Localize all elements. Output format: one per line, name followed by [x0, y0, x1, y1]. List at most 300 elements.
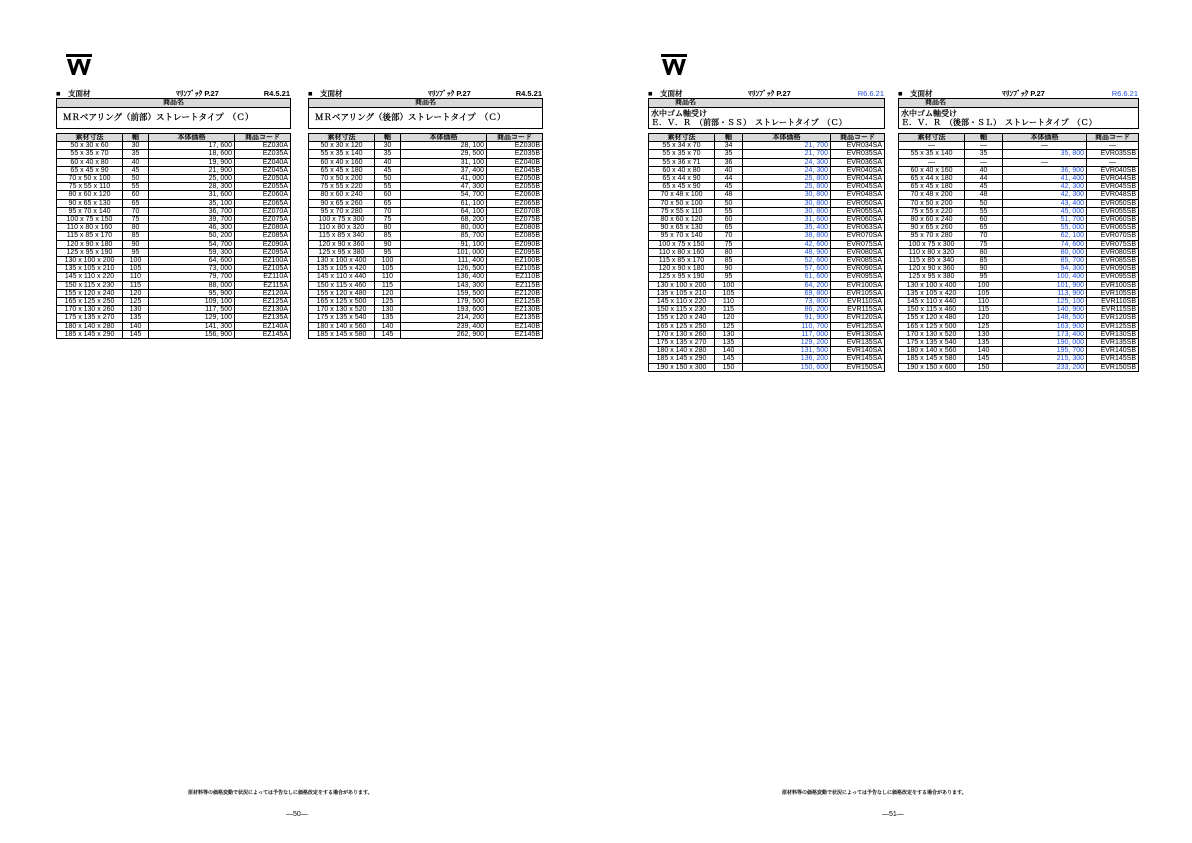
cell-code: EZ070B	[487, 207, 543, 215]
table-row	[309, 142, 543, 150]
cell-size: 70 x 50 x 200	[899, 199, 965, 207]
table-row	[57, 142, 291, 150]
cell-code: EZ130B	[487, 306, 543, 314]
table-row	[899, 355, 1139, 363]
cell-size: 80 x 60 x 240	[309, 191, 375, 199]
cell-code: EZ090A	[235, 240, 291, 248]
cell-code: EVR095SA	[831, 273, 885, 281]
cell-price: 21, 700	[743, 142, 831, 150]
cell-shaft: 80	[965, 248, 1003, 256]
cell-shaft: 95	[715, 273, 743, 281]
cell-shaft: 80	[123, 224, 149, 232]
table-row	[649, 232, 885, 240]
cell-shaft: 35	[715, 150, 743, 158]
cell-shaft: 50	[123, 175, 149, 183]
table-row	[649, 347, 885, 355]
table-row	[649, 322, 885, 330]
cell-price: 54, 700	[149, 240, 235, 248]
category-label: ■ 支面材	[308, 89, 343, 98]
table-row	[57, 330, 291, 338]
cell-size: 55 x 35 x 140	[899, 150, 965, 158]
cell-size: 135 x 105 x 420	[309, 265, 375, 273]
cell-price: 80, 000	[1003, 248, 1087, 256]
table-row	[309, 224, 543, 232]
cell-price: —	[1003, 158, 1087, 166]
cell-price: 31, 600	[743, 216, 831, 224]
table-row	[899, 216, 1139, 224]
table-row	[57, 175, 291, 183]
cell-price: 38, 800	[743, 232, 831, 240]
cell-shaft: 120	[375, 289, 401, 297]
cell-code: EVR080SA	[831, 248, 885, 256]
cell-price: 113, 900	[1003, 289, 1087, 297]
cell-code: EVR045SA	[831, 183, 885, 191]
table-row	[649, 281, 885, 289]
cell-code: EVR150SA	[831, 363, 885, 371]
cell-size: 65 x 45 x 90	[649, 183, 715, 191]
cell-price: 25, 800	[743, 183, 831, 191]
cell-price: 85, 700	[1003, 257, 1087, 265]
cell-size: 125 x 95 x 380	[309, 248, 375, 256]
table-row	[57, 298, 291, 306]
cell-size: 55 x 35 x 70	[57, 150, 123, 158]
table-row	[899, 363, 1139, 371]
cell-size: 65 x 45 x 90	[57, 166, 123, 174]
cell-shaft: 34	[715, 142, 743, 150]
cell-shaft: 145	[375, 330, 401, 338]
cell-price: 117, 500	[149, 306, 235, 314]
table-row	[649, 158, 885, 166]
cell-shaft: 75	[375, 216, 401, 224]
cell-size: 120 x 90 x 360	[309, 240, 375, 248]
cell-size: 95 x 70 x 140	[57, 207, 123, 215]
table-row	[309, 150, 543, 158]
cell-price: 111, 400	[401, 257, 487, 265]
cell-shaft: 45	[965, 183, 1003, 191]
table-row	[309, 191, 543, 199]
category-label: ■ 支面材	[898, 89, 933, 98]
col-shaft: 軸	[375, 134, 401, 142]
table-row	[649, 166, 885, 174]
cell-size: 70 x 50 x 100	[649, 199, 715, 207]
cell-size: 65 x 44 x 180	[899, 175, 965, 183]
cell-size: 130 x 100 x 200	[57, 257, 123, 265]
table-row	[899, 298, 1139, 306]
table-row	[899, 322, 1139, 330]
cell-code: EVR140SA	[831, 347, 885, 355]
cell-shaft: 50	[715, 199, 743, 207]
product-name-line1: 水中ゴム軸受け	[651, 109, 707, 118]
table-row	[57, 289, 291, 297]
price-table	[56, 98, 291, 339]
table-row	[649, 248, 885, 256]
cell-shaft: 70	[375, 207, 401, 215]
cell-size: 175 x 135 x 270	[57, 314, 123, 322]
cell-code: EVR036SA	[831, 158, 885, 166]
table-row	[649, 216, 885, 224]
product-table-evr-rear	[898, 89, 1138, 372]
cell-size: 115 x 85 x 340	[309, 232, 375, 240]
cell-code: EVR044SB	[1087, 175, 1139, 183]
cell-price: 74, 600	[1003, 240, 1087, 248]
cell-price: 36, 700	[149, 207, 235, 215]
cell-shaft: 145	[715, 355, 743, 363]
cell-price: 129, 200	[743, 339, 831, 347]
col-price: 本体価格	[401, 134, 487, 142]
table-row	[57, 314, 291, 322]
cell-price: 31, 600	[149, 191, 235, 199]
cell-price: 214, 200	[401, 314, 487, 322]
cell-size: 170 x 130 x 520	[309, 306, 375, 314]
cell-price: 190, 000	[1003, 339, 1087, 347]
cell-price: 19, 900	[149, 158, 235, 166]
cell-code: EZ095A	[235, 248, 291, 256]
cell-price: 95, 900	[149, 289, 235, 297]
cell-price: 131, 500	[743, 347, 831, 355]
cell-size: 180 x 140 x 560	[899, 347, 965, 355]
cell-size: 100 x 75 x 150	[649, 240, 715, 248]
product-name-line2: Ｅ．Ｖ．Ｒ （後部・ＳＬ） ストレートタイプ （Ｃ）	[901, 118, 1097, 127]
cell-price: 239, 400	[401, 322, 487, 330]
cell-size: 100 x 75 x 300	[899, 240, 965, 248]
cell-size: 155 x 120 x 480	[309, 289, 375, 297]
cell-size: 95 x 70 x 280	[309, 207, 375, 215]
cell-shaft: 30	[375, 142, 401, 150]
cell-size: 125 x 95 x 190	[649, 273, 715, 281]
cell-size: 70 x 48 x 200	[899, 191, 965, 199]
cell-size: 60 x 40 x 160	[309, 158, 375, 166]
cell-shaft: 75	[715, 240, 743, 248]
cell-size: 55 x 35 x 70	[649, 150, 715, 158]
table-row	[309, 199, 543, 207]
product-name-line2: Ｅ．Ｖ．Ｒ （前部・ＳＳ） ストレートタイプ （Ｃ）	[651, 118, 847, 127]
cell-size: 80 x 60 x 240	[899, 216, 965, 224]
page-number: —50—	[286, 811, 308, 818]
cell-size: 145 x 110 x 440	[899, 298, 965, 306]
cell-price: 68, 200	[401, 216, 487, 224]
cell-shaft: 125	[123, 298, 149, 306]
table-row	[57, 183, 291, 191]
cell-price: 143, 300	[401, 281, 487, 289]
cell-shaft: 145	[965, 355, 1003, 363]
column-headers	[57, 134, 291, 142]
cell-price: —	[1003, 142, 1087, 150]
cell-code: EZ055A	[235, 183, 291, 191]
cell-size: 180 x 140 x 280	[649, 347, 715, 355]
cell-price: 30, 800	[743, 191, 831, 199]
cell-code: EZ145B	[487, 330, 543, 338]
table-row	[649, 142, 885, 150]
table-row	[649, 224, 885, 232]
cell-size: 120 x 90 x 360	[899, 265, 965, 273]
table-row	[899, 240, 1139, 248]
cell-shaft: 95	[375, 248, 401, 256]
price-change-notice: 原材料等の価格変動で状況によっては予告なしに価格改定をする場合があります。	[782, 790, 967, 796]
cell-shaft: —	[965, 158, 1003, 166]
cell-price: 61, 100	[401, 199, 487, 207]
cell-size: 70 x 50 x 100	[57, 175, 123, 183]
column-headers	[649, 134, 885, 142]
cell-shaft: 30	[123, 142, 149, 150]
cell-size: 110 x 80 x 160	[649, 248, 715, 256]
col-price: 本体価格	[1003, 134, 1087, 142]
table-row	[649, 240, 885, 248]
table-row	[309, 216, 543, 224]
cell-price: 61, 600	[743, 273, 831, 281]
table-header-line	[308, 89, 542, 98]
cell-code: EZ125A	[235, 298, 291, 306]
cell-size: 55 x 34 x 70	[649, 142, 715, 150]
table-row	[309, 289, 543, 297]
product-name-header: 商品名	[57, 99, 291, 108]
cell-shaft: 95	[123, 248, 149, 256]
cell-size: 115 x 85 x 170	[649, 257, 715, 265]
table-row	[649, 150, 885, 158]
cell-shaft: 125	[715, 322, 743, 330]
cell-code: EVR100SB	[1087, 281, 1139, 289]
cell-code: EVR105SB	[1087, 289, 1139, 297]
cell-code: EVR035SB	[1087, 150, 1139, 158]
cell-size: 60 x 40 x 80	[649, 166, 715, 174]
table-row	[899, 330, 1139, 338]
cell-code: EVR048SB	[1087, 191, 1139, 199]
cell-size: 65 x 45 x 180	[899, 183, 965, 191]
cell-shaft: 55	[375, 183, 401, 191]
cell-code: EVR105SA	[831, 289, 885, 297]
cell-code: EVR060SB	[1087, 216, 1139, 224]
cell-code: EZ050B	[487, 175, 543, 183]
table-header-line	[56, 89, 290, 98]
cell-size: 130 x 100 x 200	[649, 281, 715, 289]
cell-price: 125, 100	[1003, 298, 1087, 306]
cell-size: 190 x 150 x 300	[649, 363, 715, 371]
cell-size: 135 x 105 x 420	[899, 289, 965, 297]
cell-shaft: 65	[375, 199, 401, 207]
cell-code: EZ065B	[487, 199, 543, 207]
cell-price: 136, 400	[401, 273, 487, 281]
cell-code: EZ085B	[487, 232, 543, 240]
cell-size: 145 x 110 x 220	[57, 273, 123, 281]
cell-size: 185 x 145 x 290	[649, 355, 715, 363]
cell-price: 62, 100	[1003, 232, 1087, 240]
cell-code: EZ040B	[487, 158, 543, 166]
cell-price: 39, 700	[149, 216, 235, 224]
cell-price: 109, 100	[149, 298, 235, 306]
cell-code: EVR135SA	[831, 339, 885, 347]
cell-price: 88, 000	[149, 281, 235, 289]
cell-price: 195, 700	[1003, 347, 1087, 355]
table-row	[899, 158, 1139, 166]
cell-shaft: 75	[123, 216, 149, 224]
table-row	[309, 158, 543, 166]
cell-code: EVR050SA	[831, 199, 885, 207]
cell-price: 46, 300	[149, 224, 235, 232]
table-row	[309, 166, 543, 174]
cell-size: 110 x 80 x 320	[899, 248, 965, 256]
cell-shaft: 55	[965, 207, 1003, 215]
cell-price: 55, 000	[1003, 224, 1087, 232]
price-table	[648, 98, 885, 372]
cell-size: 125 x 95 x 380	[899, 273, 965, 281]
cell-price: 85, 700	[401, 232, 487, 240]
cell-size: —	[899, 142, 965, 150]
page-number: —51—	[882, 811, 904, 818]
cell-price: 42, 300	[1003, 183, 1087, 191]
cell-shaft: 100	[965, 281, 1003, 289]
cell-code: EZ095B	[487, 248, 543, 256]
cell-price: 179, 500	[401, 298, 487, 306]
cell-price: 117, 000	[743, 330, 831, 338]
table-row	[309, 207, 543, 215]
table-row	[309, 265, 543, 273]
table-row	[899, 281, 1139, 289]
table-row	[649, 363, 885, 371]
table-row	[899, 150, 1139, 158]
product-name-header: 商品名	[649, 99, 885, 108]
table-row	[649, 257, 885, 265]
cell-price: 126, 500	[401, 265, 487, 273]
table-row	[309, 175, 543, 183]
cell-code: EZ090B	[487, 240, 543, 248]
cell-price: 28, 300	[149, 183, 235, 191]
cell-code: EVR050SB	[1087, 199, 1139, 207]
cell-shaft: 85	[123, 232, 149, 240]
cell-shaft: 70	[965, 232, 1003, 240]
cell-price: 136, 200	[743, 355, 831, 363]
cell-size: 55 x 35 x 140	[309, 150, 375, 158]
cell-size: 110 x 80 x 320	[309, 224, 375, 232]
cell-shaft: 55	[715, 207, 743, 215]
cell-shaft: 35	[965, 150, 1003, 158]
product-table-rear	[308, 89, 542, 339]
cell-price: 41, 000	[401, 175, 487, 183]
cell-size: 190 x 150 x 600	[899, 363, 965, 371]
table-row	[649, 306, 885, 314]
table-row	[57, 257, 291, 265]
cell-shaft: 90	[123, 240, 149, 248]
cell-price: 24, 300	[743, 158, 831, 166]
cell-shaft: 85	[965, 257, 1003, 265]
cell-size: 165 x 125 x 500	[309, 298, 375, 306]
cell-shaft: 70	[715, 232, 743, 240]
cell-price: 86, 200	[743, 306, 831, 314]
col-price: 本体価格	[149, 134, 235, 142]
cell-size: 150 x 115 x 230	[649, 306, 715, 314]
cell-code: EVR135SB	[1087, 339, 1139, 347]
cell-price: 91, 900	[743, 314, 831, 322]
cell-code: EZ065A	[235, 199, 291, 207]
table-row	[57, 306, 291, 314]
product-name-line1: 水中ゴム軸受け	[901, 109, 957, 118]
revision-date: R6.6.21	[1111, 89, 1138, 98]
cell-shaft: 115	[375, 281, 401, 289]
cell-shaft: 120	[965, 314, 1003, 322]
col-price: 本体価格	[743, 134, 831, 142]
table-row	[649, 289, 885, 297]
cell-size: 75 x 55 x 110	[649, 207, 715, 215]
product-table-evr-front	[648, 89, 884, 372]
cell-price: 163, 900	[1003, 322, 1087, 330]
cell-price: 21, 900	[149, 166, 235, 174]
table-row	[899, 347, 1139, 355]
table-row	[899, 339, 1139, 347]
cell-price: 45, 000	[1003, 207, 1087, 215]
cell-shaft: 40	[123, 158, 149, 166]
cell-shaft: 130	[375, 306, 401, 314]
cell-price: 51, 700	[1003, 216, 1087, 224]
price-change-notice: 原材料等の価格変動で状況によっては予告なしに価格改定をする場合があります。	[188, 790, 373, 796]
cell-shaft: 110	[715, 298, 743, 306]
table-row	[649, 199, 885, 207]
cell-size: 90 x 65 x 130	[57, 199, 123, 207]
table-row	[899, 306, 1139, 314]
product-name: ＭＲベアリング（後部）ストレートタイプ （Ｃ）	[309, 108, 543, 129]
cell-price: 18, 600	[149, 150, 235, 158]
cell-size: 75 x 55 x 220	[899, 207, 965, 215]
col-shaft: 軸	[123, 134, 149, 142]
cell-size: 120 x 90 x 180	[649, 265, 715, 273]
cell-code: EZ050A	[235, 175, 291, 183]
cell-price: 25, 000	[149, 175, 235, 183]
cell-size: 145 x 110 x 220	[649, 298, 715, 306]
cell-price: 141, 300	[149, 322, 235, 330]
cell-price: 262, 900	[401, 330, 487, 338]
cell-shaft: 65	[123, 199, 149, 207]
cell-code: EVR055SB	[1087, 207, 1139, 215]
table-row	[899, 175, 1139, 183]
cell-size: 90 x 65 x 260	[309, 199, 375, 207]
cell-size: 100 x 75 x 150	[57, 216, 123, 224]
cell-code: EZ100A	[235, 257, 291, 265]
cell-size: 60 x 40 x 160	[899, 166, 965, 174]
cell-price: 110, 700	[743, 322, 831, 330]
cell-size: 100 x 75 x 300	[309, 216, 375, 224]
cell-code: EVR044SA	[831, 175, 885, 183]
cell-shaft: 140	[715, 347, 743, 355]
cell-price: 42, 600	[743, 240, 831, 248]
cell-code: EVR070SA	[831, 232, 885, 240]
cell-size: 165 x 125 x 250	[57, 298, 123, 306]
cell-shaft: 35	[375, 150, 401, 158]
cell-price: 52, 600	[743, 257, 831, 265]
cell-code: EZ060A	[235, 191, 291, 199]
cell-shaft: —	[965, 142, 1003, 150]
cell-code: —	[1087, 158, 1139, 166]
right-page	[596, 0, 1192, 843]
cell-code: EVR120SA	[831, 314, 885, 322]
cell-size: 170 x 130 x 260	[649, 330, 715, 338]
cell-size: 80 x 60 x 120	[57, 191, 123, 199]
cell-shaft: 36	[715, 158, 743, 166]
catalog-ref: ﾏﾘﾝﾌﾞｯｸ P.27	[748, 89, 791, 98]
category-label: ■ 支面材	[56, 89, 91, 98]
cell-price: 80, 000	[401, 224, 487, 232]
cell-price: 91, 100	[401, 240, 487, 248]
cell-price: 233, 200	[1003, 363, 1087, 371]
cell-code: EVR075SB	[1087, 240, 1139, 248]
cell-price: 64, 600	[149, 257, 235, 265]
cell-code: EVR130SB	[1087, 330, 1139, 338]
cell-price: 73, 000	[149, 265, 235, 273]
cell-size: 125 x 95 x 190	[57, 248, 123, 256]
cell-shaft: 75	[965, 240, 1003, 248]
cell-shaft: 40	[375, 158, 401, 166]
cell-size: 130 x 100 x 400	[309, 257, 375, 265]
cell-code: EVR115SA	[831, 306, 885, 314]
table-row	[57, 281, 291, 289]
cell-size: 150 x 115 x 460	[309, 281, 375, 289]
table-row	[899, 248, 1139, 256]
